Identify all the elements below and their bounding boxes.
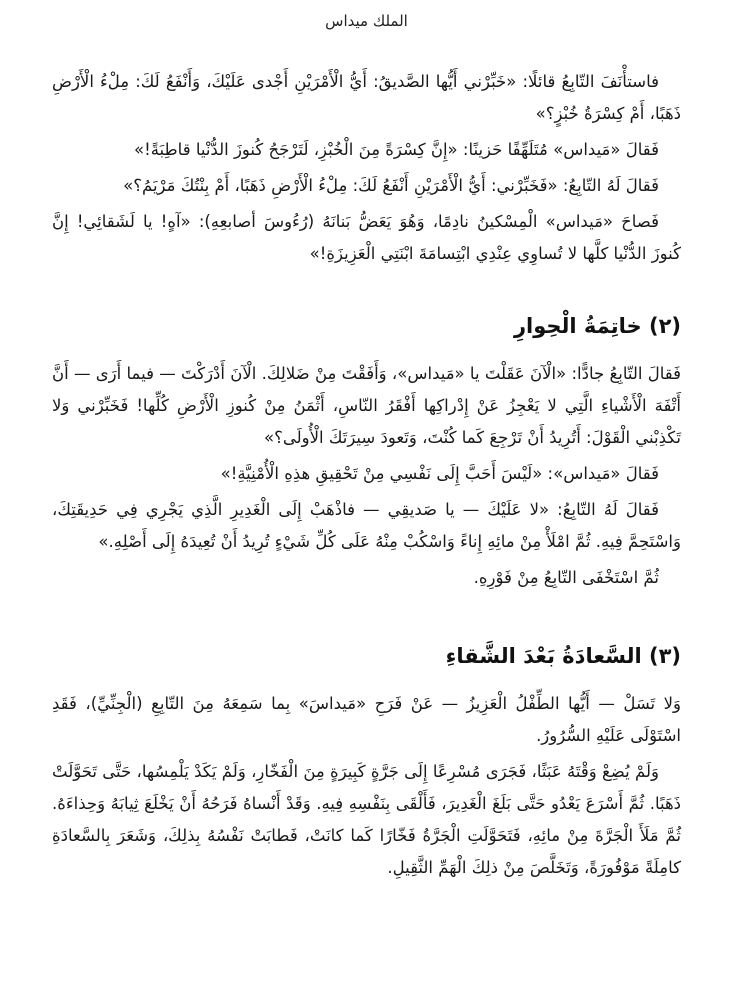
section-heading: (٢) خاتِمَةُ الْحِوارِ xyxy=(513,314,681,338)
paragraph: فَقالَ لَهُ التّابِعُ: «فَخَبِّرْني: أَيُّ الْأَمْرَيْنِ أَنْفَعُ لَكَ: مِلْءُ الْأَرْضِ ذَهَبًا، أَمْ بِنْتُكَ مَرْيَمُ؟» xyxy=(123,176,659,195)
paragraph: ثُمَّ اسْتَخْفَى التّابِعُ مِنْ فَوْرِهِ. xyxy=(473,568,659,587)
section-3 xyxy=(52,640,681,888)
paragraph: فَقالَ لَهُ التّابِعُ: «لا عَلَيْكَ — يا صَديقِي — فاذْهَبْ إِلَى الْغَدِيرِ الَّذِي يَجْرِي فِي حَدِيقَتِكَ، وَاسْتَحِمَّ فِيهِ. ثُمَّ امْلَأْ مِنْ مائِهِ إِناءً وَاسْكُبْ مِنْهُ عَلَى كُلِّ شَيْءٍ تُرِيدُ أَنْ تُعِيدَهُ إِلَى أَصْلِهِ.» xyxy=(52,500,681,551)
paragraph: فَقالَ التّابِعُ جادًّا: «الْآنَ عَقَلْتَ يا «مَيداس»، وَأَفَقْتَ مِنْ ضَلالِكَ. الْآنَ أَدْرَكْتَ — فيما أَرَى — أَنَّ أَتْفَهَ الْأَشْياءِ الَّتِي لا يَعْجِزُ عَنْ إِدْراكِها أَفْقَرُ النّاسِ، أَثْمَنُ مِنْ كُنوزِ الْأَرْضِ كُلِّها! فَخَبِّرْني وَلا تَكْذِبْني الْقَوْلَ: أَتُرِيدُ أَنْ تَرْجِعَ كَما كُنْتَ، وَتَعودَ سِيرَتَكَ الْأُولَى؟» xyxy=(52,364,681,447)
paragraph: فَقالَ «مَيداس» مُتَلَهِّفًا حَزينًا: «إِنَّ كِسْرَةً مِنَ الْخُبْزِ، لَتَرْجَحُ كُنوزَ الدُّنْيا قاطِبَةً!» xyxy=(134,140,659,159)
paragraph: وَلا تَسَلْ — أَيُّها الطِّفْلُ الْعَزِيزُ — عَنْ فَرَحِ «مَيداسَ» بِما سَمِعَهُ مِنَ التّابِعِ (الْجِنِّيِّ)، فَقَدِ اسْتَوْلَى عَلَيْهِ السُّرُورُ. xyxy=(52,694,681,745)
running-head: الملك ميداس xyxy=(325,12,408,30)
section-1 xyxy=(52,66,681,274)
paragraph: وَلَمْ يُضِعْ وَقْتَهُ عَبَثًا، فَجَرَى مُسْرِعًا إِلَى جَرَّةٍ كَبِيرَةٍ مِنَ الْفَخّارِ، وَلَمْ يَكَدْ يَلْمِسُها، حَتَّى تَحَوَّلَتْ ذَهَبًا. ثُمَّ أَسْرَعَ يَعْدُو حَتَّى بَلَغَ الْغَدِيرَ، فَأَلْقَى بِنَفْسِهِ فِيهِ. وَقَدْ أَنْساهُ فَرَحُهُ أَنْ يَخْلَعَ ثِيابَهُ وَحِذاءَهُ. ثُمَّ مَلَأَ الْجَرَّةَ مِنْ مائِهِ، فَتَحَوَّلَتِ الْجَرَّةُ فَخّارًا كَما كانَتْ، فَطابَتْ نَفْسُهُ بِذلِكَ، وَشَعَرَ بِالسَّعادَةِ كامِلَةً مَوْفُورَةً، وَتَخَلَّصَ مِنْ ذلِكَ الْهَمِّ الثَّقِيلِ. xyxy=(52,762,681,877)
paragraph: فَصاحَ «مَيداس» الْمِسْكينُ نادِمًا، وَهُوَ يَعَضُّ بَنانَهُ (رُءُوسَ أصابعِهِ): «آهٍ! يا لَشَقائِي! إِنَّ كُنوزَ الدُّنْيا كلَّها لا تُساوِي عِنْدِي ابْتِسامَةَ ابْنَتِي الْعَزِيزَةِ!» xyxy=(52,212,681,263)
paragraph: فاستأْنَفَ التّابِعُ قائلًا: «خَبِّرْني أَيُّها الصَّديقُ: أَيُّ الْأَمْرَيْنِ أَجْدى عَلَيْكَ، وَأَنْفَعُ لَكَ: مِلْءُ الْأَرْضِ ذَهَبًا، أَمْ كِسْرَةُ خُبْزٍ؟» xyxy=(52,72,681,123)
page xyxy=(52,0,681,1000)
section-heading: (٣) السَّعادَةُ بَعْدَ الشَّقاءِ xyxy=(445,644,681,668)
section-2 xyxy=(52,310,681,598)
paragraph: فَقالَ «مَيداس»: «لَيْسَ أَحَبَّ إِلَى نَفْسِي مِنْ تَحْقِيقِ هذِهِ الْأُمْنِيَّةِ!» xyxy=(220,464,659,483)
